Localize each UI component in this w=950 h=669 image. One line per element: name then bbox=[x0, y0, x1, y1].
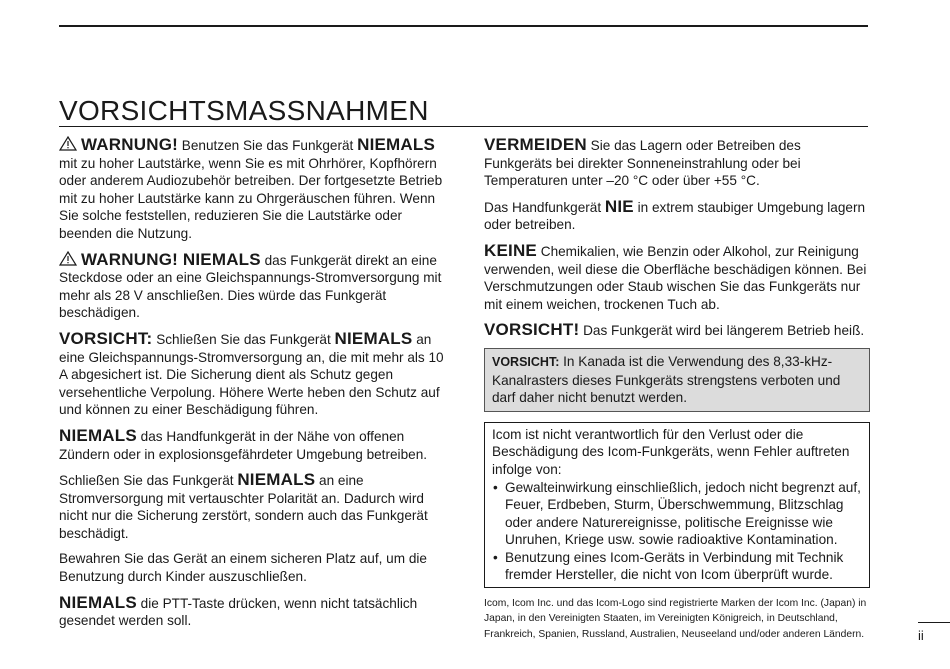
list-item bbox=[492, 549, 862, 584]
never-keyword: NIEMALS bbox=[59, 425, 137, 445]
bullet: • bbox=[493, 479, 498, 495]
canada-note-box bbox=[484, 348, 870, 412]
caution-fuse-paragraph bbox=[59, 330, 444, 419]
paragraph-text: das Handfunkgerät in der Nähe von offenen Zündern oder in explosionsgefährdeter Umgebung betreiben. bbox=[59, 428, 428, 462]
paragraph-text: Schließen Sie das Funkgerät bbox=[59, 473, 238, 489]
explosive-paragraph bbox=[59, 427, 444, 463]
page-number-rule bbox=[918, 622, 950, 623]
paragraph-text: Benutzen Sie das Funkgerät bbox=[177, 138, 358, 153]
paragraph-text: Chemikalien, wie Benzin oder Alkohol, zur Reinigung verwenden, weil diese die Oberfläche beschädigen können. Bei Verschmutzungen oder Staub wischen Sie das Funkgeräts nur mit einem weichen, trockenen Tuch ab. bbox=[484, 243, 867, 312]
paragraph-text: Bewahren Sie das Gerät an einem sicheren Platz auf, um die Benutzung durch Kinder auszuschließen. bbox=[59, 551, 427, 585]
page-title: VORSICHTSMASSNAHMEN bbox=[59, 95, 429, 126]
left-column bbox=[59, 136, 444, 638]
never-keyword: NIE bbox=[604, 196, 634, 216]
title-rule bbox=[59, 126, 868, 127]
never-keyword: NIEMALS bbox=[334, 328, 413, 348]
note-label: VORSICHT: bbox=[492, 354, 560, 369]
paragraph-text: Schließen Sie das Funkgerät bbox=[152, 331, 335, 347]
warning-power-paragraph bbox=[59, 251, 444, 322]
paragraph-text: Das Funkgerät wird bei längerem Betrieb heiß. bbox=[579, 323, 865, 339]
right-column bbox=[484, 136, 870, 650]
caution-label: VORSICHT! bbox=[484, 320, 580, 340]
trademark-notice: Icom, Icom Inc. und das Icom-Logo sind registrierte Marken der Icom Inc. (Japan) in Japan, in den Vereinigten Staaten, im Vereinigten Königreich, in Deutschland, Frankreich, Spanien, Russland, Australien, Neuseeland und/oder anderen Ländern. bbox=[484, 598, 867, 640]
hot-paragraph bbox=[484, 321, 870, 340]
temperature-paragraph bbox=[484, 136, 870, 190]
paragraph-text: Sie das Lagern oder Betreiben des Funkgeräts bei direkter Sonneneinstrahlung oder bei Temperaturen unter –20 °C oder über +55 °C. bbox=[484, 138, 801, 189]
warning-triangle-icon bbox=[59, 136, 77, 151]
paragraph-text: mit zu hoher Lautstärke, wenn Sie es mit Ohrhörer, Kopfhörern oder anderem Audiozubehör betreiben. Der fortgesetzte Betrieb mit zu hoher Lautstärke kann zu Ohrgeräuschen führen. Wenn Sie solche feststellen, reduzieren Sie die Lautstärke oder beenden die Nutzung. bbox=[59, 155, 443, 241]
paragraph-text: Das Handfunkgerät bbox=[484, 199, 605, 215]
disclaimer-list bbox=[492, 479, 862, 585]
list-item-text: Benutzung eines Icom-Geräts in Verbindung mit Technik fremder Hersteller, die nicht von Icom überprüft wurde. bbox=[505, 549, 844, 583]
avoid-keyword: VERMEIDEN bbox=[484, 135, 587, 154]
chemicals-paragraph bbox=[484, 242, 870, 313]
paragraph-text: an eine Gleichspannungs-Stromversorgung an, die mit mehr als 10 A abgesichert ist. Die Sicherung dient als Schutz gegen versehentliche Verpolung. Höhere Werte heben den Schutz auf und können zu einer Beschädigung führen. bbox=[59, 331, 444, 418]
paragraph-text: an eine Stromversorgung mit vertauschter Polarität an. Dadurch wird nicht nur die Sicherung zerstört, sondern auch das Funkgerät beschädigt. bbox=[59, 473, 428, 541]
warning-never-label: WARNUNG! NIEMALS bbox=[81, 249, 261, 269]
top-rule bbox=[59, 25, 868, 27]
never-keyword: NIEMALS bbox=[357, 135, 435, 154]
disclaimer-box bbox=[484, 422, 870, 588]
paragraph-text: das Funkgerät direkt an eine Steckdose oder an eine Gleichspannungs-Stromversorgung mit mehr als 28 V anschließen. Dies würde das Funkgerät beschädigen. bbox=[59, 252, 442, 321]
paragraph-text: die PTT-Taste drücken, wenn nicht tatsächlich gesendet werden soll. bbox=[59, 595, 418, 629]
disclaimer-intro: Icom ist nicht verantwortlich für den Verlust oder die Beschädigung des Icom-Funkgeräts, wenn Fehler auftreten infolge von: bbox=[492, 426, 850, 477]
bullet: • bbox=[493, 549, 498, 565]
list-item-text: Gewalteinwirkung einschließlich, jedoch nicht begrenzt auf, Feuer, Erdbeben, Sturm, Überschwemmung, Blitzschlag oder andere Naturereignisse, politische Ereignisse wie Unruhen, Kriege usw. sowie radioaktive Kontamination. bbox=[505, 479, 861, 548]
polarity-paragraph bbox=[59, 471, 444, 542]
ptt-paragraph bbox=[59, 594, 444, 630]
note-text: In Kanada ist die Verwendung des 8,33-kHz-Kanalrasters dieses Funkgeräts strengstens verboten und darf daher nicht benutzt werden. bbox=[492, 353, 841, 406]
children-paragraph bbox=[59, 550, 444, 585]
list-item bbox=[492, 479, 862, 549]
no-keyword: KEINE bbox=[484, 240, 537, 260]
never-keyword: NIEMALS bbox=[59, 592, 137, 612]
warning-label: WARNUNG! bbox=[81, 135, 178, 154]
warning-triangle-icon bbox=[59, 251, 77, 266]
never-keyword: NIEMALS bbox=[237, 470, 316, 490]
dust-paragraph bbox=[484, 198, 870, 234]
caution-label: VORSICHT: bbox=[59, 328, 153, 348]
warning-volume-paragraph bbox=[59, 136, 444, 243]
page-number: ii bbox=[918, 628, 924, 643]
paragraph-text: in extrem staubiger Umgebung lagern oder betreiben. bbox=[484, 199, 866, 233]
